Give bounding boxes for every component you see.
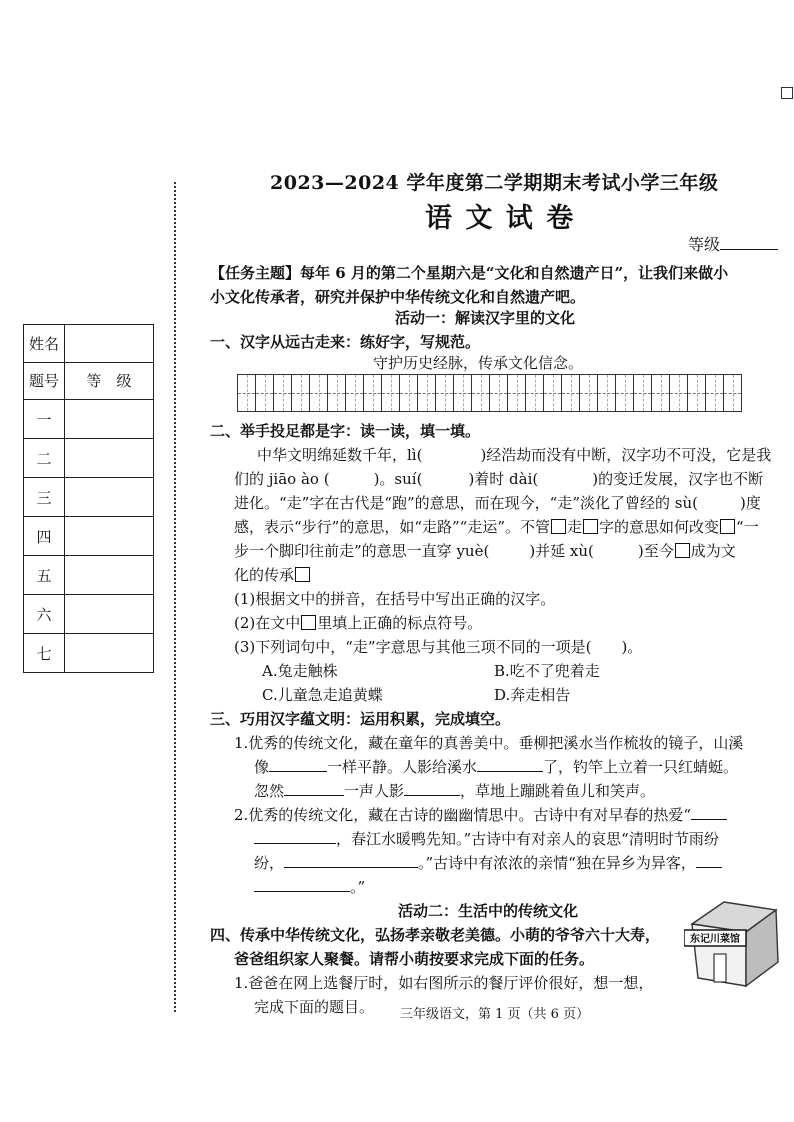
writing-cell[interactable] <box>651 374 670 412</box>
q4-heading-line1: 四、传承中华传统文化，弘扬孝亲敬老美德。小萌的爷爷六十大寿， <box>210 926 661 944</box>
q1-heading: 一、汉字从远古走来：练好字，写规范。 <box>210 333 481 351</box>
writing-grid[interactable] <box>238 374 742 412</box>
grade-cell[interactable] <box>65 595 154 634</box>
q3-heading: 三、巧用汉字蕴文明：运用积累，完成填空。 <box>210 710 511 728</box>
grade-blank[interactable] <box>720 235 778 250</box>
q4-item1-line2: 完成下面的题目。 <box>254 998 375 1016</box>
option-c[interactable]: C.儿童急走追黄蝶 <box>262 686 383 704</box>
writing-cell[interactable] <box>597 374 616 412</box>
q2-para-line-1: 中华文明绵延数千年，lì( )经浩劫而没有中断，汉字功不可没，它是我 <box>257 446 772 464</box>
punct-box[interactable] <box>551 519 566 534</box>
q4-heading-line2: 爸爸组织家人聚餐。请帮小萌按要求完成下面的任务。 <box>234 950 595 968</box>
fill-blank[interactable] <box>477 757 543 772</box>
activity2-title: 活动二：生活中的传统文化 <box>398 902 579 920</box>
fill-blank[interactable] <box>284 781 344 796</box>
punct-box[interactable] <box>583 519 598 534</box>
writing-cell[interactable] <box>453 374 472 412</box>
writing-cell[interactable] <box>543 374 562 412</box>
punct-box[interactable] <box>675 543 690 558</box>
q3-item2-line2: ，春江水暖鸭先知。”古诗中有对亲人的哀思“清明时节雨纷 <box>254 828 719 849</box>
row-label: 七 <box>24 634 65 673</box>
fill-blank[interactable] <box>696 853 722 868</box>
door-icon <box>714 954 726 982</box>
q2-sub-2: (2)在文中 里填上正确的标点符号。 <box>234 614 483 632</box>
fill-blank[interactable] <box>254 877 350 892</box>
grade-cell[interactable] <box>65 400 154 439</box>
q3-item2-line1: 2.优秀的传统文化，藏在古诗的幽幽情思中。古诗中有对早春的热爱“ <box>234 804 727 825</box>
subject-title: 语 文 试 卷 <box>425 203 576 234</box>
writing-cell[interactable] <box>381 374 400 412</box>
copy-text: 守护历史经脉，传承文化信念。 <box>373 354 584 372</box>
writing-cell[interactable] <box>615 374 634 412</box>
writing-cell[interactable] <box>687 374 706 412</box>
exam-title: 2023—2024 学年度第二学期期末考试小学三年级 <box>270 172 719 194</box>
grade-cell[interactable] <box>65 634 154 673</box>
q3-item2-line4: 。” <box>254 876 365 897</box>
name-field[interactable] <box>65 325 154 363</box>
q3-item1-line1: 1.优秀的传统文化，藏在童年的真善美中。垂柳把溪水当作梳妆的镜子，山溪 <box>234 734 744 752</box>
punct-box[interactable] <box>720 519 735 534</box>
writing-cell[interactable] <box>525 374 544 412</box>
writing-cell[interactable] <box>399 374 418 412</box>
q2-para-line-5: 步一个脚印往前走”的意思一直穿 yuè( )并延 xù( )至今 成为文 <box>234 542 736 560</box>
q3-item1-line2: 像 一样平静。人影给溪水 了，钓竿上立着一只红蜻蜓。 <box>254 758 739 776</box>
grade-field <box>688 232 778 255</box>
writing-cell[interactable] <box>669 374 688 412</box>
row-label: 六 <box>24 595 65 634</box>
writing-cell[interactable] <box>363 374 382 412</box>
row-label: 五 <box>24 556 65 595</box>
writing-cell[interactable] <box>417 374 436 412</box>
punct-box[interactable] <box>295 567 310 582</box>
q2-para-line-4: 感，表示“步行”的意思，如“走路”“走运”。不管 走 字的意思如何改变 “一 <box>234 518 759 536</box>
writing-cell[interactable] <box>633 374 652 412</box>
writing-cell[interactable] <box>705 374 724 412</box>
writing-cell[interactable] <box>327 374 346 412</box>
punct-box <box>301 615 316 630</box>
row-label: 一 <box>24 400 65 439</box>
grade-cell[interactable] <box>65 556 154 595</box>
writing-cell[interactable] <box>345 374 364 412</box>
writing-cell[interactable] <box>291 374 310 412</box>
writing-cell[interactable] <box>273 374 292 412</box>
row-label: 二 <box>24 439 65 478</box>
fill-blank[interactable] <box>254 829 336 844</box>
activity1-title: 活动一：解读汉字里的文化 <box>395 309 576 327</box>
writing-cell[interactable] <box>561 374 580 412</box>
intro-tag: 【任务主题】 <box>210 264 301 282</box>
fill-blank[interactable] <box>269 757 327 772</box>
writing-cell[interactable] <box>507 374 526 412</box>
binding-line <box>174 182 176 1012</box>
grade-cell[interactable] <box>65 478 154 517</box>
q2-para-line-2: 们的 jiāo ào ( )。suí( )着时 dài( )的变迁发展，汉字也不断 <box>234 470 764 488</box>
corner-mark <box>781 87 793 99</box>
writing-cell[interactable] <box>723 374 742 412</box>
grade-cell[interactable] <box>65 517 154 556</box>
q4-item1-line1: 1.爸爸在网上选餐厅时，如右图所示的餐厅评价很好，想一想， <box>234 974 654 992</box>
name-label: 姓名 <box>24 325 65 363</box>
fill-blank[interactable] <box>284 853 418 868</box>
page-footer: 三年级语文，第 1 页（共 6 页） <box>400 1007 590 1022</box>
fill-blank[interactable] <box>404 781 460 796</box>
q3-item2-line3: 纷， 。”古诗中有浓浓的亲情“独在异乡为异客， <box>254 852 722 873</box>
writing-cell[interactable] <box>255 374 274 412</box>
intro-line-2: 小文化传承者，研究并保护中华传统文化和自然遗产吧。 <box>210 288 586 306</box>
writing-cell[interactable] <box>237 374 256 412</box>
grade-label: 等 级 <box>65 362 154 400</box>
option-a[interactable]: A.兔走触株 <box>262 662 338 680</box>
q2-sub-3: (3)下列词句中，“走”字意思与其他三项不同的一项是( )。 <box>234 638 643 656</box>
q2-para-line-3: 进化。“走”字在古代是“跑”的意思，而在现今，“走”淡化了曾经的 sù( )度 <box>234 494 761 512</box>
q2-heading: 二、举手投足都是字：读一读，填一填。 <box>210 422 481 440</box>
q3-item1-line3: 忽然 一声人影 ，草地上蹦跳着鱼儿和笑声。 <box>254 782 656 800</box>
writing-cell[interactable] <box>435 374 454 412</box>
sign-text: 东记川菜馆 <box>690 934 740 945</box>
grade-cell[interactable] <box>65 439 154 478</box>
fill-blank[interactable] <box>691 805 727 820</box>
writing-cell[interactable] <box>489 374 508 412</box>
restaurant-illustration <box>684 896 784 998</box>
q2-sub-1: (1)根据文中的拼音，在括号中写出正确的汉字。 <box>234 590 556 608</box>
intro-line-1: 【任务主题】每年 6 月的第二个星期六是“文化和自然遗产日”，让我们来做小 <box>210 264 729 282</box>
number-label: 题号 <box>24 362 65 400</box>
row-label: 三 <box>24 478 65 517</box>
writing-cell[interactable] <box>471 374 490 412</box>
writing-cell[interactable] <box>309 374 328 412</box>
option-b[interactable]: B.吃不了兜着走 <box>494 662 600 680</box>
option-d[interactable]: D.奔走相告 <box>494 686 571 704</box>
q2-para-line-6: 化的传承 <box>234 564 311 585</box>
score-table <box>23 324 154 673</box>
writing-cell[interactable] <box>579 374 598 412</box>
grade-label: 等级 <box>688 235 721 254</box>
row-label: 四 <box>24 517 65 556</box>
